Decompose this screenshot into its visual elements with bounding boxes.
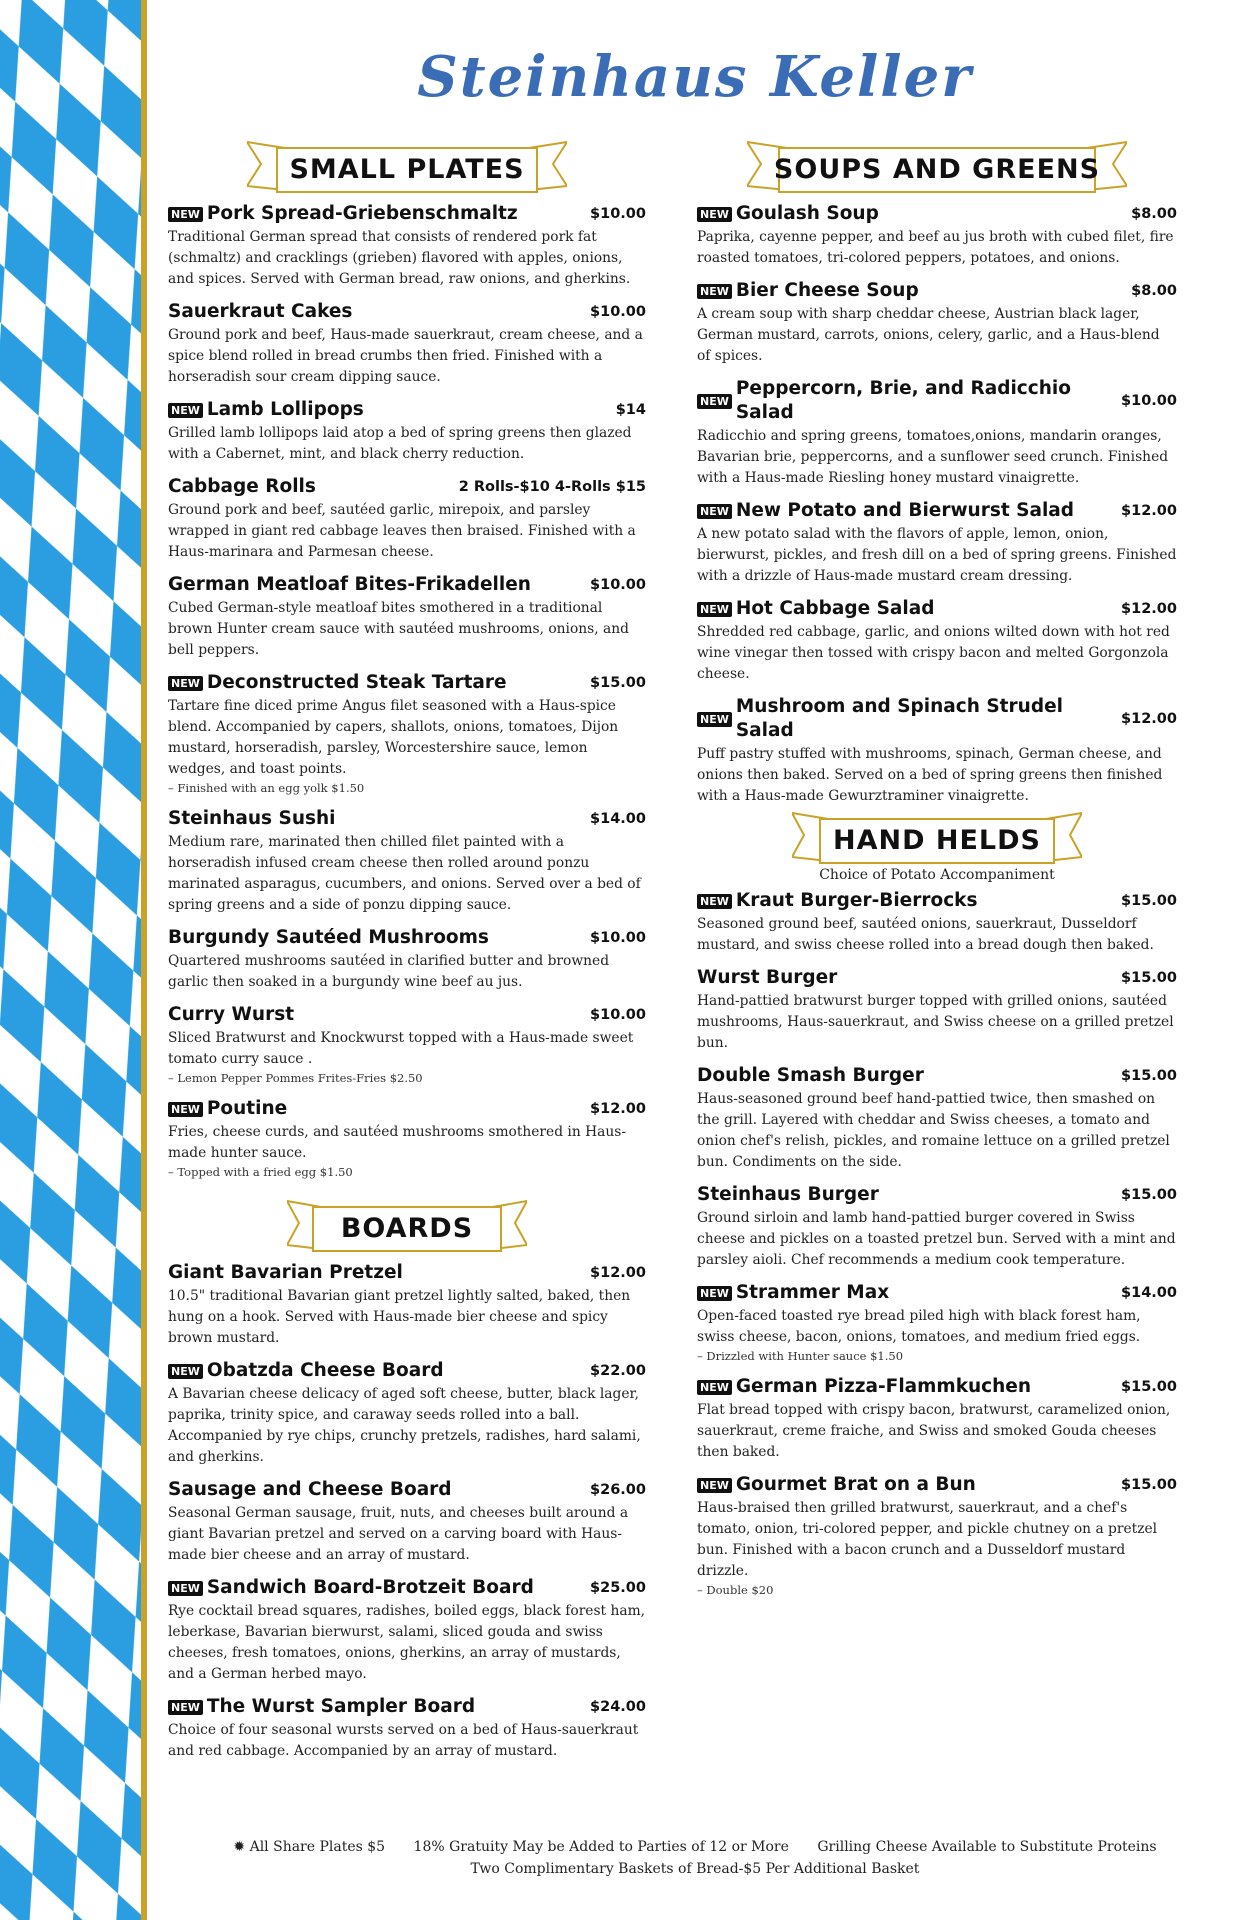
menu-item-name-wrap: [168, 300, 352, 324]
boards-list: [168, 1261, 646, 1762]
menu-item: [697, 1473, 1177, 1599]
menu-item-header: [697, 889, 1177, 913]
menu-item-description: Quartered mushrooms sautéed in clarified butter and browned garlic then soaked in a burgundy wine beef au jus.: [168, 953, 610, 990]
menu-item: [697, 966, 1177, 1054]
menu-item-header: [168, 1097, 646, 1121]
menu-item-note: – Topped with a fried egg $1.50: [168, 1165, 353, 1179]
boards-title: BOARDS: [340, 1213, 474, 1244]
menu-item-header: [168, 573, 646, 597]
menu-item-name: Bier Cheese Soup: [735, 280, 919, 301]
menu-item-name: Kraut Burger-Bierrocks: [735, 890, 978, 911]
menu-item-name: Steinhaus Burger: [697, 1184, 879, 1205]
menu-item-name: Hot Cabbage Salad: [735, 598, 935, 619]
menu-item-name: Peppercorn, Brie, and Radicchio Salad: [735, 378, 1071, 423]
menu-item-name-wrap: [168, 1478, 452, 1502]
menu-item-header: [697, 377, 1177, 425]
menu-item-name-wrap: [697, 202, 879, 226]
new-badge: NEW: [168, 1581, 203, 1596]
menu-item-header: [697, 597, 1177, 621]
gold-border-line: [141, 0, 147, 1920]
menu-item: [697, 1281, 1177, 1365]
menu-item-header: [697, 279, 1177, 303]
menu-item-price: $12.00: [1121, 601, 1177, 617]
menu-item-header: [168, 1261, 646, 1285]
menu-item-name: Curry Wurst: [168, 1004, 295, 1025]
menu-item-description: Shredded red cabbage, garlic, and onions wilted down with hot red wine vinegar then tossed with crispy bacon and melted Gorgonzola cheese.: [697, 624, 1170, 682]
menu-item-header: [168, 1359, 646, 1383]
menu-item-price: $15.00: [1121, 1187, 1177, 1203]
menu-item-name-wrap: [697, 889, 977, 913]
menu-item-description: Radicchio and spring greens, tomatoes,onions, mandarin oranges, Bavarian brie, peppercorns, and a sunflower seed crunch. Finished with a Haus-made Riesling honey mustard vinaigrette.: [697, 428, 1169, 486]
menu-item-name: Deconstructed Steak Tartare: [206, 672, 507, 693]
menu-item-header: [697, 695, 1177, 743]
menu-item-description: Flat bread topped with crispy bacon, bratwurst, caramelized onion, sauerkraut, creme fraiche, and Swiss and smoked Gouda cheeses then baked.: [697, 1402, 1171, 1460]
menu-item-name: Poutine: [206, 1098, 288, 1119]
menu-item: [697, 1375, 1177, 1463]
menu-item-name: Burgundy Sautéed Mushrooms: [168, 927, 489, 948]
menu-item-description: Rye cocktail bread squares, radishes, boiled eggs, black forest ham, leberkase, Bavarian bierwurst, salami, sliced gouda and swiss cheeses, fresh tomatoes, onions, gherkins, an array of mustards, and a German herbed mayo.: [168, 1603, 646, 1682]
menu-item-description: Puff pastry stuffed with mushrooms, spinach, German cheese, and onions then baked. Served on a bed of spring greens then finished with a Haus-made Gewurztraminer vinaigrette.: [697, 746, 1163, 804]
menu-item: [697, 499, 1177, 587]
menu-item: [697, 889, 1177, 956]
menu-item-description: 10.5" traditional Bavarian giant pretzel lightly salted, baked, then hung on a hook. Served with Haus-made bier cheese and spicy brown mustard.: [168, 1288, 631, 1346]
menu-item-description: Traditional German spread that consists of rendered pork fat (schmaltz) and cracklings (grieben) flavored with apples, onions, and spices. Served with German bread, raw onions, and gherkins.: [168, 229, 631, 287]
menu-item: [168, 300, 646, 388]
menu-item-name-wrap: [697, 279, 919, 303]
menu-item-price: $26.00: [590, 1482, 646, 1498]
menu-item: [168, 1695, 646, 1762]
menu-item-note: – Finished with an egg yolk $1.50: [168, 781, 365, 795]
menu-item-name-wrap: [697, 1375, 1031, 1399]
menu-item-header: [697, 966, 1177, 990]
menu-item-price: $24.00: [590, 1699, 646, 1715]
menu-item-header: [168, 475, 646, 499]
menu-item-name: Gourmet Brat on a Bun: [735, 1474, 976, 1495]
menu-item-name: The Wurst Sampler Board: [206, 1696, 476, 1717]
new-badge: NEW: [697, 1380, 732, 1395]
menu-item-header: [697, 1473, 1177, 1497]
menu-item: [168, 807, 646, 916]
menu-item: [168, 1359, 646, 1468]
new-badge: NEW: [697, 504, 732, 519]
menu-item-name: Pork Spread-Griebenschmaltz: [206, 203, 518, 224]
menu-item-name: German Meatloaf Bites-Frikadellen: [168, 574, 531, 595]
menu-item-price: $10.00: [590, 577, 646, 593]
menu-item-description: Grilled lamb lollipops laid atop a bed of spring greens then glazed with a Cabernet, mint, and black cherry reduction.: [168, 425, 632, 462]
menu-item-price: 2 Rolls-$10 4-Rolls $15: [458, 479, 646, 495]
menu-item-name: Lamb Lollipops: [206, 399, 364, 420]
menu-item-header: [697, 1281, 1177, 1305]
menu-item: [697, 279, 1177, 367]
hand-helds-list: [697, 889, 1177, 1599]
menu-item: [168, 1097, 646, 1181]
footer-line-2: Two Complimentary Baskets of Bread-$5 Per Additional Basket: [470, 1861, 920, 1877]
menu-item-name-wrap: [697, 1064, 924, 1088]
menu-item-header: [697, 1183, 1177, 1207]
footer: [147, 1836, 1243, 1880]
small-plates-list: [168, 202, 646, 1181]
hand-helds-banner: [792, 809, 1082, 873]
menu-item-description: Seasoned ground beef, sautéed onions, sauerkraut, Dusseldorf mustard, and swiss cheese rolled into a bread dough then baked.: [697, 916, 1154, 953]
soups-greens-title: SOUPS AND GREENS: [773, 154, 1101, 185]
menu-item-header: [168, 1576, 646, 1600]
menu-item-price: $12.00: [590, 1101, 646, 1117]
menu-item-name: New Potato and Bierwurst Salad: [735, 500, 1075, 521]
menu-item-description: Cubed German-style meatloaf bites smothered in a traditional brown Hunter cream sauce with sautéed mushrooms, onions, and bell peppers.: [168, 600, 629, 658]
menu-item-header: [697, 202, 1177, 226]
menu-item-name-wrap: [168, 926, 489, 950]
menu-item-price: $25.00: [590, 1580, 646, 1596]
footer-line-1: [147, 1836, 1243, 1858]
new-badge: NEW: [168, 207, 203, 222]
menu-item-price: $14.00: [1121, 1285, 1177, 1301]
menu-item-name: Wurst Burger: [697, 967, 838, 988]
menu-item: [697, 597, 1177, 685]
menu-item-name: Sauerkraut Cakes: [168, 301, 353, 322]
menu-item: [697, 1183, 1177, 1271]
menu-item: [168, 1478, 646, 1566]
restaurant-title: Steinhaus Keller: [417, 44, 973, 110]
menu-item-header: [697, 499, 1177, 523]
menu-item-price: $12.00: [1121, 503, 1177, 519]
menu-item-description: Haus-braised then grilled bratwurst, sauerkraut, and a chef's tomato, onion, tri-colored pepper, and pickle chutney on a pretzel bun. Finished with a bacon crunch and a Dusseldorf mustard drizzle.: [697, 1500, 1158, 1579]
menu-item-name: Sandwich Board-Brotzeit Board: [206, 1577, 534, 1598]
menu-item-header: [168, 1003, 646, 1027]
menu-item-name-wrap: [168, 1576, 534, 1600]
new-badge: NEW: [697, 284, 732, 299]
menu-item-price: $15.00: [1121, 1477, 1177, 1493]
new-badge: NEW: [168, 1700, 203, 1715]
menu-item-price: $10.00: [1121, 393, 1177, 409]
new-badge: NEW: [168, 403, 203, 418]
menu-item-header: [697, 1064, 1177, 1088]
menu-item-header: [697, 1375, 1177, 1399]
menu-item-header: [168, 202, 646, 226]
menu-item: [168, 926, 646, 993]
menu-item-name-wrap: [168, 1261, 403, 1285]
menu-item-note: – Drizzled with Hunter sauce $1.50: [697, 1349, 904, 1363]
footer-gratuity: 18% Gratuity May be Added to Parties of 12 or More: [413, 1839, 789, 1855]
menu-item-name-wrap: [168, 1003, 294, 1027]
menu-item-description: Tartare fine diced prime Angus filet seasoned with a Haus-spice blend. Accompanied by capers, shallots, onions, tomatoes, Dijon mustard, horseradish, parsley, Worcestershire sauce, lemon wedges, and toast points.: [168, 698, 619, 777]
menu-item: [168, 1576, 646, 1685]
small-plates-banner: [247, 138, 567, 202]
menu-item-name-wrap: [168, 573, 531, 597]
menu-item-name-wrap: [168, 398, 364, 422]
menu-item-description: A Bavarian cheese delicacy of aged soft cheese, butter, black lager, paprika, trinity spice, and caraway seeds rolled into a ball. Accompanied by rye chips, crunchy pretzels, radishes, hard salami, and gherkins.: [168, 1386, 641, 1465]
menu-item-price: $22.00: [590, 1363, 646, 1379]
menu-item-name-wrap: [168, 807, 336, 831]
hand-helds-title: HAND HELDS: [832, 825, 1041, 856]
menu-item-name: Double Smash Burger: [697, 1065, 924, 1086]
menu-item-note: – Lemon Pepper Pommes Frites-Fries $2.50: [168, 1071, 423, 1085]
menu-item-name-wrap: [168, 671, 507, 695]
menu-item-description: Open-faced toasted rye bread piled high with black forest ham, swiss cheese, bacon, onions, tomatoes, and medium fried eggs.: [697, 1308, 1141, 1345]
new-badge: NEW: [697, 207, 732, 222]
menu-item-name: Steinhaus Sushi: [168, 808, 336, 829]
menu-item-header: [168, 398, 646, 422]
menu-item-name-wrap: [168, 1695, 475, 1719]
menu-item-price: $15.00: [590, 675, 646, 691]
menu-item-header: [168, 300, 646, 324]
bavarian-diamond-pattern: [0, 0, 141, 1920]
menu-item: [168, 573, 646, 661]
menu-item-name-wrap: [168, 202, 518, 226]
menu-item-name: Goulash Soup: [735, 203, 879, 224]
menu-item-header: [168, 1478, 646, 1502]
menu-item: [697, 377, 1177, 489]
new-badge: NEW: [697, 894, 732, 909]
menu-item: [168, 671, 646, 797]
menu-item-description: Ground pork and beef, Haus-made sauerkraut, cream cheese, and a spice blend rolled in bread crumbs then fried. Finished with a horseradish sour cream dipping sauce.: [168, 327, 643, 385]
menu-item: [168, 202, 646, 290]
menu-item-header: [168, 671, 646, 695]
menu-item-price: $14: [615, 402, 646, 418]
menu-item-price: $15.00: [1121, 1379, 1177, 1395]
new-badge: NEW: [697, 394, 732, 409]
menu-item-description: Haus-seasoned ground beef hand-pattied twice, then smashed on the grill. Layered with cheddar and Swiss cheeses, a tomato and onion chef's relish, pickles, and romaine lettuce on a grilled pretzel bun. Condiments on the side.: [697, 1091, 1170, 1170]
menu-item: [168, 1003, 646, 1087]
new-badge: NEW: [168, 676, 203, 691]
new-badge: NEW: [697, 1286, 732, 1301]
menu-item-name: Mushroom and Spinach Strudel Salad: [735, 696, 1063, 741]
menu-item-description: A cream soup with sharp cheddar cheese, Austrian black lager, German mustard, carrots, onions, celery, garlic, and a Haus-blend of spices.: [697, 306, 1160, 364]
menu-item-price: $8.00: [1131, 283, 1177, 299]
menu-item-name: Obatzda Cheese Board: [206, 1360, 444, 1381]
menu-item-name-wrap: [697, 966, 837, 990]
menu-item-price: $10.00: [590, 1007, 646, 1023]
menu-item-name-wrap: [168, 1097, 287, 1121]
menu-item-header: [168, 926, 646, 950]
menu-item-description: Seasonal German sausage, fruit, nuts, and cheeses built around a giant Bavarian pretzel and served on a carving board with Haus-made bier cheese and an array of mustard.: [168, 1505, 629, 1563]
new-badge: NEW: [697, 712, 732, 727]
menu-item-name-wrap: [697, 597, 934, 621]
menu-item-price: $12.00: [590, 1265, 646, 1281]
menu-item-price: $10.00: [590, 206, 646, 222]
new-badge: NEW: [168, 1102, 203, 1117]
menu-item-price: $15.00: [1121, 970, 1177, 986]
menu-item-description: A new potato salad with the flavors of apple, lemon, onion, bierwurst, pickles, and fresh dill on a bed of spring greens. Finished with a drizzle of Haus-made mustard cream dressing.: [697, 526, 1177, 584]
new-badge: NEW: [168, 1364, 203, 1379]
menu-item-price: $15.00: [1121, 1068, 1177, 1084]
soups-greens-banner: [747, 138, 1127, 202]
menu-item-header: [168, 807, 646, 831]
menu-item-name: Strammer Max: [735, 1282, 890, 1303]
menu-item-name-wrap: [697, 695, 1121, 743]
menu-item-name-wrap: [697, 499, 1074, 523]
menu-item: [168, 1261, 646, 1349]
boards-banner: [287, 1197, 527, 1261]
hand-helds-subtitle: Choice of Potato Accompaniment: [819, 867, 1055, 883]
menu-item-price: $15.00: [1121, 893, 1177, 909]
menu-item-price: $10.00: [590, 930, 646, 946]
menu-item-name-wrap: [697, 1183, 879, 1207]
new-badge: NEW: [697, 602, 732, 617]
menu-item-name-wrap: [168, 475, 316, 499]
menu-item-description: Ground pork and beef, sautéed garlic, mirepoix, and parsley wrapped in giant red cabbage leaves then braised. Finished with a Haus-marinara and Parmesan cheese.: [168, 502, 636, 560]
menu-item-description: Paprika, cayenne pepper, and beef au jus broth with cubed filet, fire roasted tomatoes, tri-colored peppers, potatoes, and onions.: [697, 229, 1174, 266]
menu-item: [697, 695, 1177, 807]
menu-item-description: Choice of four seasonal wursts served on a bed of Haus-sauerkraut and red cabbage. Accompanied by an array of mustard.: [168, 1722, 639, 1759]
footer-share-plates: ✹ All Share Plates $5: [233, 1839, 386, 1855]
menu-item-description: Ground sirloin and lamb hand-pattied burger covered in Swiss cheese and pickles on a toasted pretzel bun. Served with a mint and parsley aioli. Chef recommends a medium cook temperature.: [697, 1210, 1176, 1268]
menu-item-note: – Double $20: [697, 1583, 774, 1597]
menu-item: [168, 398, 646, 465]
menu-item-description: Medium rare, marinated then chilled filet painted with a horseradish infused cream cheese then rolled around ponzu marinated asparagus, cucumbers, and onions. Served over a bed of spring greens and a side of ponzu dipping sauce.: [168, 834, 641, 913]
menu-item-name-wrap: [168, 1359, 444, 1383]
menu-item-name: Giant Bavarian Pretzel: [168, 1262, 403, 1283]
small-plates-title: SMALL PLATES: [289, 154, 525, 185]
menu-item-name: Sausage and Cheese Board: [168, 1479, 452, 1500]
left-column: [168, 138, 646, 1772]
menu-item-name-wrap: [697, 377, 1121, 425]
menu-item-header: [168, 1695, 646, 1719]
menu-item-description: Hand-pattied bratwurst burger topped with grilled onions, sautéed mushrooms, Haus-sauerkraut, and Swiss cheese on a grilled pretzel bun.: [697, 993, 1174, 1051]
menu-item-name: Cabbage Rolls: [168, 476, 316, 497]
menu-item-price: $10.00: [590, 304, 646, 320]
new-badge: NEW: [697, 1478, 732, 1493]
menu-item-description: Fries, cheese curds, and sautéed mushrooms smothered in Haus-made hunter sauce.: [168, 1124, 626, 1161]
menu-item: [168, 475, 646, 563]
menu-item-name-wrap: [697, 1281, 889, 1305]
menu-item: [697, 202, 1177, 269]
menu-item-price: $14.00: [590, 811, 646, 827]
menu-item-price: $8.00: [1131, 206, 1177, 222]
soups-greens-list: [697, 202, 1177, 807]
menu-item-price: $12.00: [1121, 711, 1177, 727]
menu-item-name-wrap: [697, 1473, 976, 1497]
menu-item: [697, 1064, 1177, 1173]
menu-item-description: Sliced Bratwurst and Knockwurst topped with a Haus-made sweet tomato curry sauce .: [168, 1030, 634, 1067]
footer-grilling-cheese: Grilling Cheese Available to Substitute Proteins: [817, 1839, 1157, 1855]
menu-item-name: German Pizza-Flammkuchen: [735, 1376, 1032, 1397]
right-column: [697, 138, 1177, 1609]
